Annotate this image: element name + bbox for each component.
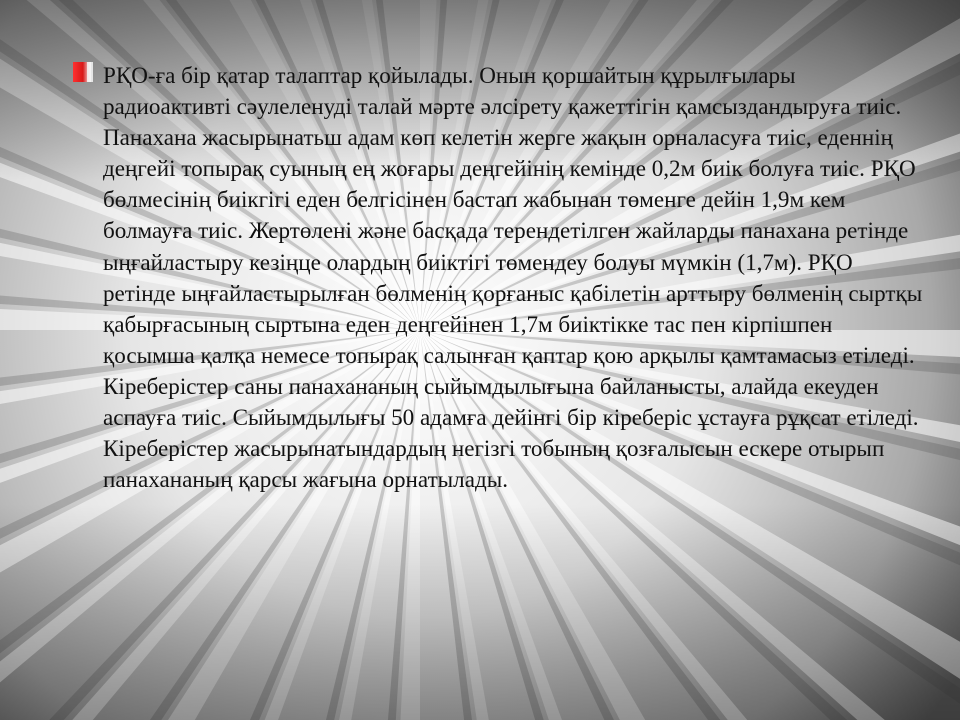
red-square-bullet-icon (70, 59, 96, 85)
bullet-paragraph: РҚО-ға бір қатар талаптар қойылады. Онын қоршайтын құрылғылары радиоактивті сәулеленуді талай мәрте әлсірету қажеттігін қамсыздандыруға тиіс. Панахана жасырынатьш адам көп келетін жерге жақын орналасуға тиіс, еденнің деңгейі топырақ суының ең жоғары деңгейінің кемінде 0,2м биік болуға тиіс. РҚО бөлмесінің биікгігі еден белгісінен бастап жабынан төменге дейін 1,9м кем болмауға тиіс. Жертөлені және басқада терендетілген жайларды панахана ретінде ыңғайластыру кезіңце олардың биіктігі төмендеу болуы мүмкін (1,7м). РҚО ретінде ыңғайластырылған бөлменің қорғаныс қабілетін арттыру бөлменің сыртқы қабырғасының сыртына еден деңгейінен 1,7м биіктікке тас пен кірпішпен қосымша қалқа немесе топырақ салынған қаптар қою арқылы қамтамасыз етіледі. Кіреберістер саны панахананың сыйымдылығына байланысты, алайда екеуден аспауға тиіс. Сыйымдылығы 50 адамға дейінгі бір кіреберіс ұстауға рұқсат етіледі. Кіреберістер жасырынатындардың негізгі тобының қозғалысын ескере отырып панахананың қарсы жағына орнатылады. (103, 62, 923, 493)
